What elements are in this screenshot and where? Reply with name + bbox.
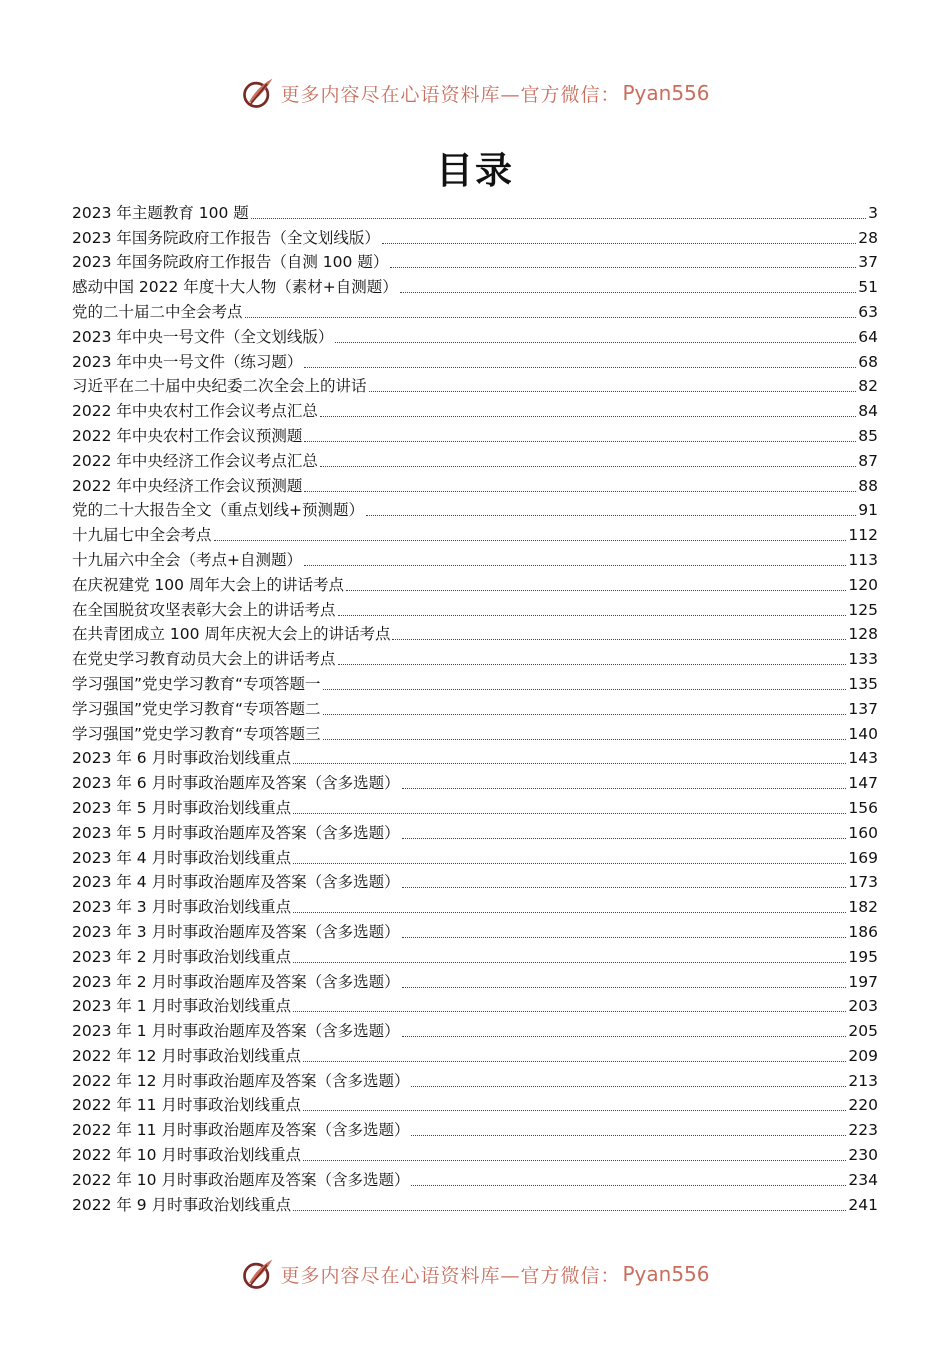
toc-entry[interactable] — [72, 620, 878, 645]
toc-entry-title: 在共青团成立 100 周年庆祝大会上的讲话考点 — [72, 625, 391, 644]
toc-entry-page: 156 — [848, 798, 878, 817]
toc-dot-leader — [320, 466, 856, 467]
toc-entry-page: 223 — [848, 1121, 878, 1140]
toc-entry[interactable] — [72, 942, 878, 967]
toc-entry[interactable] — [72, 570, 878, 595]
toc-entry[interactable] — [72, 372, 878, 397]
toc-dot-leader — [251, 218, 866, 219]
toc-entry[interactable] — [72, 644, 878, 669]
toc-dot-leader — [335, 342, 856, 343]
toc-dot-leader — [245, 317, 857, 318]
toc-entry-page: 91 — [858, 501, 878, 520]
toc-entry-page: 143 — [848, 749, 878, 768]
toc-dot-leader — [338, 615, 847, 616]
toc-dot-leader — [320, 416, 856, 417]
toc-entry[interactable] — [72, 198, 878, 223]
toc-entry-page: 234 — [848, 1170, 878, 1189]
toc-entry-page: 128 — [848, 625, 878, 644]
toc-entry[interactable] — [72, 843, 878, 868]
toc-entry-title: 2022 年 9 月时事政治划线重点 — [72, 1195, 292, 1214]
toc-entry-title: 2022 年 10 月时事政治题库及答案（含多选题） — [72, 1170, 410, 1189]
toc-entry-title: 在全国脱贫攻坚表彰大会上的讲话考点 — [72, 600, 336, 619]
toc-entry[interactable] — [72, 793, 878, 818]
toc-entry[interactable] — [72, 1115, 878, 1140]
toc-entry-title: 2022 年 11 月时事政治划线重点 — [72, 1096, 301, 1115]
toc-entry[interactable] — [72, 768, 878, 793]
toc-entry-page: 140 — [848, 724, 878, 743]
toc-entry-title: 党的二十大报告全文（重点划线+预测题） — [72, 501, 364, 520]
toc-entry-page: 205 — [848, 1022, 878, 1041]
toc-entry-page: 112 — [848, 526, 878, 545]
toc-entry-title: 2022 年中央经济工作会议考点汇总 — [72, 451, 318, 470]
toc-entry-page: 63 — [858, 302, 878, 321]
toc-entry[interactable] — [72, 992, 878, 1017]
toc-entry[interactable] — [72, 818, 878, 843]
banner-text: 更多内容尽在心语资料库—官方微信： — [280, 1264, 621, 1287]
toc-entry[interactable] — [72, 595, 878, 620]
toc-entry-page: 220 — [848, 1096, 878, 1115]
toc-entry[interactable] — [72, 496, 878, 521]
toc-dot-leader — [304, 441, 856, 442]
toc-entry-page: 68 — [858, 352, 878, 371]
toc-dot-leader — [303, 1061, 846, 1062]
toc-dot-leader — [402, 788, 847, 789]
banner-wechat-id: Pyan556 — [622, 1262, 710, 1286]
toc-dot-leader — [293, 763, 846, 764]
quill-logo-icon — [240, 1256, 276, 1292]
toc-entry-page: 125 — [848, 600, 878, 619]
toc-dot-leader — [293, 1011, 846, 1012]
toc-entry-title: 2023 年 5 月时事政治题库及答案（含多选题） — [72, 823, 400, 842]
toc-entry[interactable] — [72, 719, 878, 744]
toc-entry[interactable] — [72, 520, 878, 545]
toc-dot-leader — [338, 664, 847, 665]
toc-entry-page: 37 — [858, 253, 878, 272]
toc-entry-page: 28 — [858, 228, 878, 247]
toc-dot-leader — [346, 590, 846, 591]
toc-dot-leader — [293, 962, 846, 963]
toc-dot-leader — [323, 689, 847, 690]
banner-wechat-id: Pyan556 — [622, 81, 710, 105]
toc-entry[interactable] — [72, 322, 878, 347]
toc-entry-page: 203 — [848, 997, 878, 1016]
toc-dot-leader — [293, 912, 846, 913]
toc-dot-leader — [304, 565, 846, 566]
toc-dot-leader — [390, 267, 856, 268]
table-of-contents — [72, 198, 878, 1215]
toc-entry[interactable] — [72, 248, 878, 273]
page-title: 目录 — [436, 149, 514, 192]
toc-entry-title: 2023 年 4 月时事政治题库及答案（含多选题） — [72, 873, 400, 892]
toc-dot-leader — [366, 515, 856, 516]
toc-entry-title: 在庆祝建党 100 周年大会上的讲话考点 — [72, 575, 344, 594]
toc-entry-page: 186 — [848, 922, 878, 941]
toc-entry[interactable] — [72, 421, 878, 446]
toc-dot-leader — [293, 863, 846, 864]
toc-entry-page: 133 — [848, 650, 878, 669]
toc-entry-page: 120 — [848, 575, 878, 594]
toc-entry-title: 2023 年 2 月时事政治题库及答案（含多选题） — [72, 972, 400, 991]
toc-entry[interactable] — [72, 1091, 878, 1116]
toc-entry[interactable] — [72, 917, 878, 942]
toc-entry-page: 213 — [848, 1071, 878, 1090]
toc-dot-leader — [402, 937, 847, 938]
toc-dot-leader — [293, 813, 846, 814]
toc-dot-leader — [411, 1135, 846, 1136]
toc-entry-page: 84 — [858, 402, 878, 421]
toc-entry-title: 2022 年 12 月时事政治划线重点 — [72, 1046, 301, 1065]
toc-dot-leader — [369, 391, 857, 392]
toc-entry-page: 169 — [848, 848, 878, 867]
toc-entry-title: 2023 年 1 月时事政治划线重点 — [72, 997, 292, 1016]
toc-entry-title: 感动中国 2022 年度十大人物（素材+自测题） — [72, 278, 398, 297]
toc-entry-page: 88 — [858, 476, 878, 495]
toc-entry[interactable] — [72, 471, 878, 496]
footer-banner — [0, 1254, 950, 1294]
toc-entry-title: 学习强国”党史学习教育“专项答题一 — [72, 674, 321, 693]
toc-entry[interactable] — [72, 868, 878, 893]
toc-dot-leader — [323, 714, 847, 715]
toc-entry[interactable] — [72, 892, 878, 917]
toc-entry-title: 2023 年中央一号文件（全文划线版） — [72, 327, 334, 346]
toc-entry-title: 十九届七中全会考点 — [72, 526, 212, 545]
toc-entry-page: 173 — [848, 873, 878, 892]
toc-entry-page: 51 — [858, 278, 878, 297]
toc-dot-leader — [382, 243, 856, 244]
toc-dot-leader — [303, 1110, 846, 1111]
toc-entry-title: 2022 年 12 月时事政治题库及答案（含多选题） — [72, 1071, 410, 1090]
toc-entry[interactable] — [72, 1190, 878, 1215]
toc-entry-title: 2023 年中央一号文件（练习题） — [72, 352, 303, 371]
toc-dot-leader — [402, 887, 847, 888]
toc-entry-page: 147 — [848, 774, 878, 793]
toc-entry[interactable] — [72, 223, 878, 248]
toc-entry-title: 2022 年中央经济工作会议预测题 — [72, 476, 303, 495]
toc-entry[interactable] — [72, 347, 878, 372]
toc-dot-leader — [304, 491, 856, 492]
toc-entry[interactable] — [72, 669, 878, 694]
toc-dot-leader — [400, 292, 856, 293]
toc-entry-page: 85 — [858, 426, 878, 445]
toc-entry-page: 241 — [848, 1195, 878, 1214]
toc-entry-title: 习近平在二十届中央纪委二次全会上的讲话 — [72, 377, 367, 396]
toc-entry-title: 2022 年中央农村工作会议考点汇总 — [72, 402, 318, 421]
toc-entry-title: 2023 年 5 月时事政治划线重点 — [72, 798, 292, 817]
toc-entry[interactable] — [72, 446, 878, 471]
toc-entry[interactable] — [72, 744, 878, 769]
toc-entry-title: 2023 年 6 月时事政治题库及答案（含多选题） — [72, 774, 400, 793]
toc-dot-leader — [392, 639, 846, 640]
toc-entry-title: 2023 年国务院政府工作报告（全文划线版） — [72, 228, 380, 247]
toc-entry[interactable] — [72, 1016, 878, 1041]
toc-entry-page: 82 — [858, 377, 878, 396]
toc-entry-title: 2023 年 6 月时事政治划线重点 — [72, 749, 292, 768]
toc-entry-page: 197 — [848, 972, 878, 991]
toc-entry[interactable] — [72, 694, 878, 719]
toc-dot-leader — [214, 540, 847, 541]
toc-entry-page: 113 — [848, 550, 878, 569]
toc-entry-page: 195 — [848, 947, 878, 966]
toc-entry-page: 230 — [848, 1146, 878, 1165]
toc-dot-leader — [323, 739, 847, 740]
toc-entry-page: 182 — [848, 898, 878, 917]
toc-dot-leader — [402, 1036, 847, 1037]
toc-entry-title: 学习强国”党史学习教育“专项答题二 — [72, 699, 321, 718]
toc-entry-page: 135 — [848, 674, 878, 693]
toc-entry-page: 160 — [848, 823, 878, 842]
toc-entry-title: 2023 年 3 月时事政治划线重点 — [72, 898, 292, 917]
toc-entry-title: 2023 年 3 月时事政治题库及答案（含多选题） — [72, 922, 400, 941]
toc-entry[interactable] — [72, 1066, 878, 1091]
toc-dot-leader — [293, 1210, 846, 1211]
toc-dot-leader — [411, 1086, 846, 1087]
toc-entry-page: 87 — [858, 451, 878, 470]
toc-dot-leader — [304, 367, 856, 368]
toc-entry-page: 64 — [858, 327, 878, 346]
toc-entry-title: 党的二十届二中全会考点 — [72, 302, 243, 321]
toc-dot-leader — [411, 1185, 846, 1186]
toc-dot-leader — [402, 838, 847, 839]
toc-entry[interactable] — [72, 297, 878, 322]
quill-logo-icon — [240, 75, 276, 111]
toc-entry-title: 十九届六中全会（考点+自测题） — [72, 550, 302, 569]
toc-entry-title: 2023 年 1 月时事政治题库及答案（含多选题） — [72, 1022, 400, 1041]
toc-entry-title: 2022 年中央农村工作会议预测题 — [72, 426, 303, 445]
toc-entry-title: 2023 年国务院政府工作报告（自测 100 题） — [72, 253, 389, 272]
banner-text: 更多内容尽在心语资料库—官方微信： — [280, 83, 621, 106]
toc-entry-page: 3 — [868, 203, 878, 222]
toc-entry[interactable] — [72, 396, 878, 421]
toc-entry[interactable] — [72, 967, 878, 992]
toc-dot-leader — [402, 987, 847, 988]
toc-entry[interactable] — [72, 1041, 878, 1066]
toc-entry-title: 2023 年 2 月时事政治划线重点 — [72, 947, 292, 966]
toc-entry[interactable] — [72, 1165, 878, 1190]
toc-entry-title: 2022 年 10 月时事政治划线重点 — [72, 1146, 301, 1165]
toc-entry-title: 2023 年主题教育 100 题 — [72, 203, 249, 222]
toc-entry[interactable] — [72, 545, 878, 570]
toc-dot-leader — [303, 1160, 846, 1161]
toc-entry-title: 在党史学习教育动员大会上的讲话考点 — [72, 650, 336, 669]
toc-entry[interactable] — [72, 272, 878, 297]
toc-entry[interactable] — [72, 1140, 878, 1165]
toc-entry-title: 2023 年 4 月时事政治划线重点 — [72, 848, 292, 867]
toc-entry-page: 209 — [848, 1046, 878, 1065]
toc-entry-title: 2022 年 11 月时事政治题库及答案（含多选题） — [72, 1121, 410, 1140]
toc-entry-title: 学习强国”党史学习教育“专项答题三 — [72, 724, 321, 743]
header-banner — [0, 73, 950, 113]
toc-entry-page: 137 — [848, 699, 878, 718]
